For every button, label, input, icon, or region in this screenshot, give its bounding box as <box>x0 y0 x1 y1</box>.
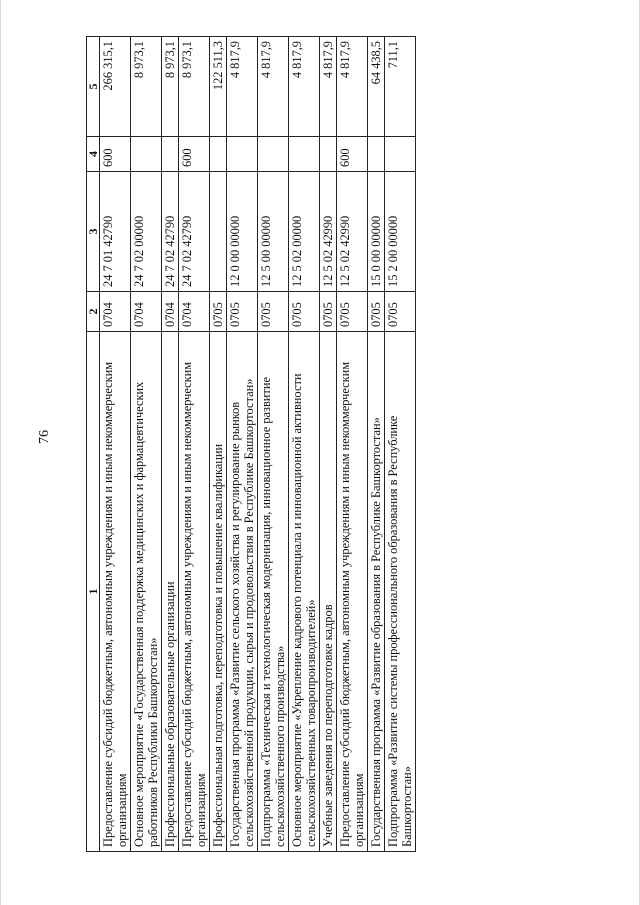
row-sum-cell: 8 973,1 <box>179 37 210 137</box>
budget-table <box>86 36 416 852</box>
table-row <box>258 37 289 852</box>
row-section-cell: 0705 <box>289 292 320 332</box>
row-sum-cell: 4 817,9 <box>337 37 368 137</box>
row-sum-cell: 122 511,3 <box>210 37 227 137</box>
table-row <box>368 37 385 852</box>
row-csr-cell: 12 5 00 00000 <box>258 172 289 292</box>
row-sum-cell: 4 817,9 <box>320 37 337 137</box>
row-csr-cell: 24 7 02 42790 <box>179 172 210 292</box>
row-section-cell: 0705 <box>227 292 258 332</box>
row-vr-cell <box>162 137 179 172</box>
table-row <box>385 37 416 852</box>
rotated-table-frame <box>86 37 515 852</box>
row-name-cell: Основное мероприятие «Государственная поддержка медицинских и фармацевтических работников Республики Башкортостан» <box>131 332 162 852</box>
row-name-cell: Предоставление субсидий бюджетным, автономным учреждениям и иным некоммерческим организациям <box>337 332 368 852</box>
row-vr-cell <box>368 137 385 172</box>
row-csr-cell: 24 7 01 42790 <box>100 172 131 292</box>
table-row <box>337 37 368 852</box>
table-header-row <box>87 37 100 852</box>
row-name-cell: Профессиональные образовательные организации <box>162 332 179 852</box>
row-vr-cell <box>385 137 416 172</box>
row-csr-cell: 12 5 02 42990 <box>320 172 337 292</box>
row-section-cell: 0705 <box>258 292 289 332</box>
row-vr-cell: 600 <box>100 137 131 172</box>
row-csr-cell: 15 2 00 00000 <box>385 172 416 292</box>
row-vr-cell <box>210 137 227 172</box>
row-name-cell: Подпрограмма «Техническая и технологическая модернизация, инновационное развитие сельскохозяйственного производства» <box>258 332 289 852</box>
row-csr-cell: 24 7 02 42790 <box>162 172 179 292</box>
row-vr-cell: 600 <box>337 137 368 172</box>
row-section-cell: 0705 <box>337 292 368 332</box>
row-csr-cell: 15 0 00 00000 <box>368 172 385 292</box>
table-row <box>227 37 258 852</box>
table-row <box>289 37 320 852</box>
row-sum-cell: 8 973,1 <box>131 37 162 137</box>
header-col-5: 5 <box>87 37 100 137</box>
budget-table-container <box>86 37 515 852</box>
row-section-cell: 0705 <box>368 292 385 332</box>
table-row <box>179 37 210 852</box>
row-sum-cell: 266 315,1 <box>100 37 131 137</box>
row-section-cell: 0704 <box>162 292 179 332</box>
table-row <box>210 37 227 852</box>
row-name-cell: Учебные заведения по переподготовке кадров <box>320 332 337 852</box>
row-sum-cell: 64 438,5 <box>368 37 385 137</box>
table-row <box>131 37 162 852</box>
row-vr-cell: 600 <box>179 137 210 172</box>
header-col-2: 2 <box>87 292 100 332</box>
row-csr-cell: 12 0 00 00000 <box>227 172 258 292</box>
row-name-cell: Предоставление субсидий бюджетным, автономным учреждениям и иным некоммерческим организациям <box>179 332 210 852</box>
row-sum-cell: 4 817,9 <box>289 37 320 137</box>
row-name-cell: Подпрограмма «Развитие системы профессионального образования в Республике Башкортостан» <box>385 332 416 852</box>
row-section-cell: 0705 <box>210 292 227 332</box>
row-vr-cell <box>227 137 258 172</box>
row-csr-cell: 24 7 02 00000 <box>131 172 162 292</box>
row-section-cell: 0704 <box>179 292 210 332</box>
row-section-cell: 0704 <box>131 292 162 332</box>
row-sum-cell: 711,1 <box>385 37 416 137</box>
header-col-3: 3 <box>87 172 100 292</box>
row-name-cell: Государственная программа «Развитие сельского хозяйства и регулирование рынков сельскохозяйственной продукции, сырья и продовольствия в Республике Башкортостан» <box>227 332 258 852</box>
row-sum-cell: 4 817,9 <box>258 37 289 137</box>
row-name-cell: Основное мероприятие «Укрепление кадрового потенциала и инновационной активности сельскохозяйственных товаропроизводителей» <box>289 332 320 852</box>
row-section-cell: 0704 <box>100 292 131 332</box>
table-row <box>100 37 131 852</box>
row-vr-cell <box>131 137 162 172</box>
table-row <box>162 37 179 852</box>
row-vr-cell <box>320 137 337 172</box>
table-row <box>320 37 337 852</box>
row-vr-cell <box>258 137 289 172</box>
row-section-cell: 0705 <box>320 292 337 332</box>
page-number: 76 <box>37 430 52 444</box>
row-csr-cell <box>210 172 227 292</box>
row-section-cell: 0705 <box>385 292 416 332</box>
header-col-4: 4 <box>87 137 100 172</box>
row-csr-cell: 12 5 02 42990 <box>337 172 368 292</box>
row-name-cell: Государственная программа «Развитие образования в Республике Башкортостан» <box>368 332 385 852</box>
row-sum-cell: 4 817,9 <box>227 37 258 137</box>
row-csr-cell: 12 5 02 00000 <box>289 172 320 292</box>
table-body <box>100 37 416 852</box>
row-name-cell: Предоставление субсидий бюджетным, автономным учреждениям и иным некоммерческим организациям <box>100 332 131 852</box>
row-vr-cell <box>289 137 320 172</box>
row-sum-cell: 8 973,1 <box>162 37 179 137</box>
row-name-cell: Профессиональная подготовка, переподготовка и повышение квалификации <box>210 332 227 852</box>
header-col-1: 1 <box>87 332 100 852</box>
